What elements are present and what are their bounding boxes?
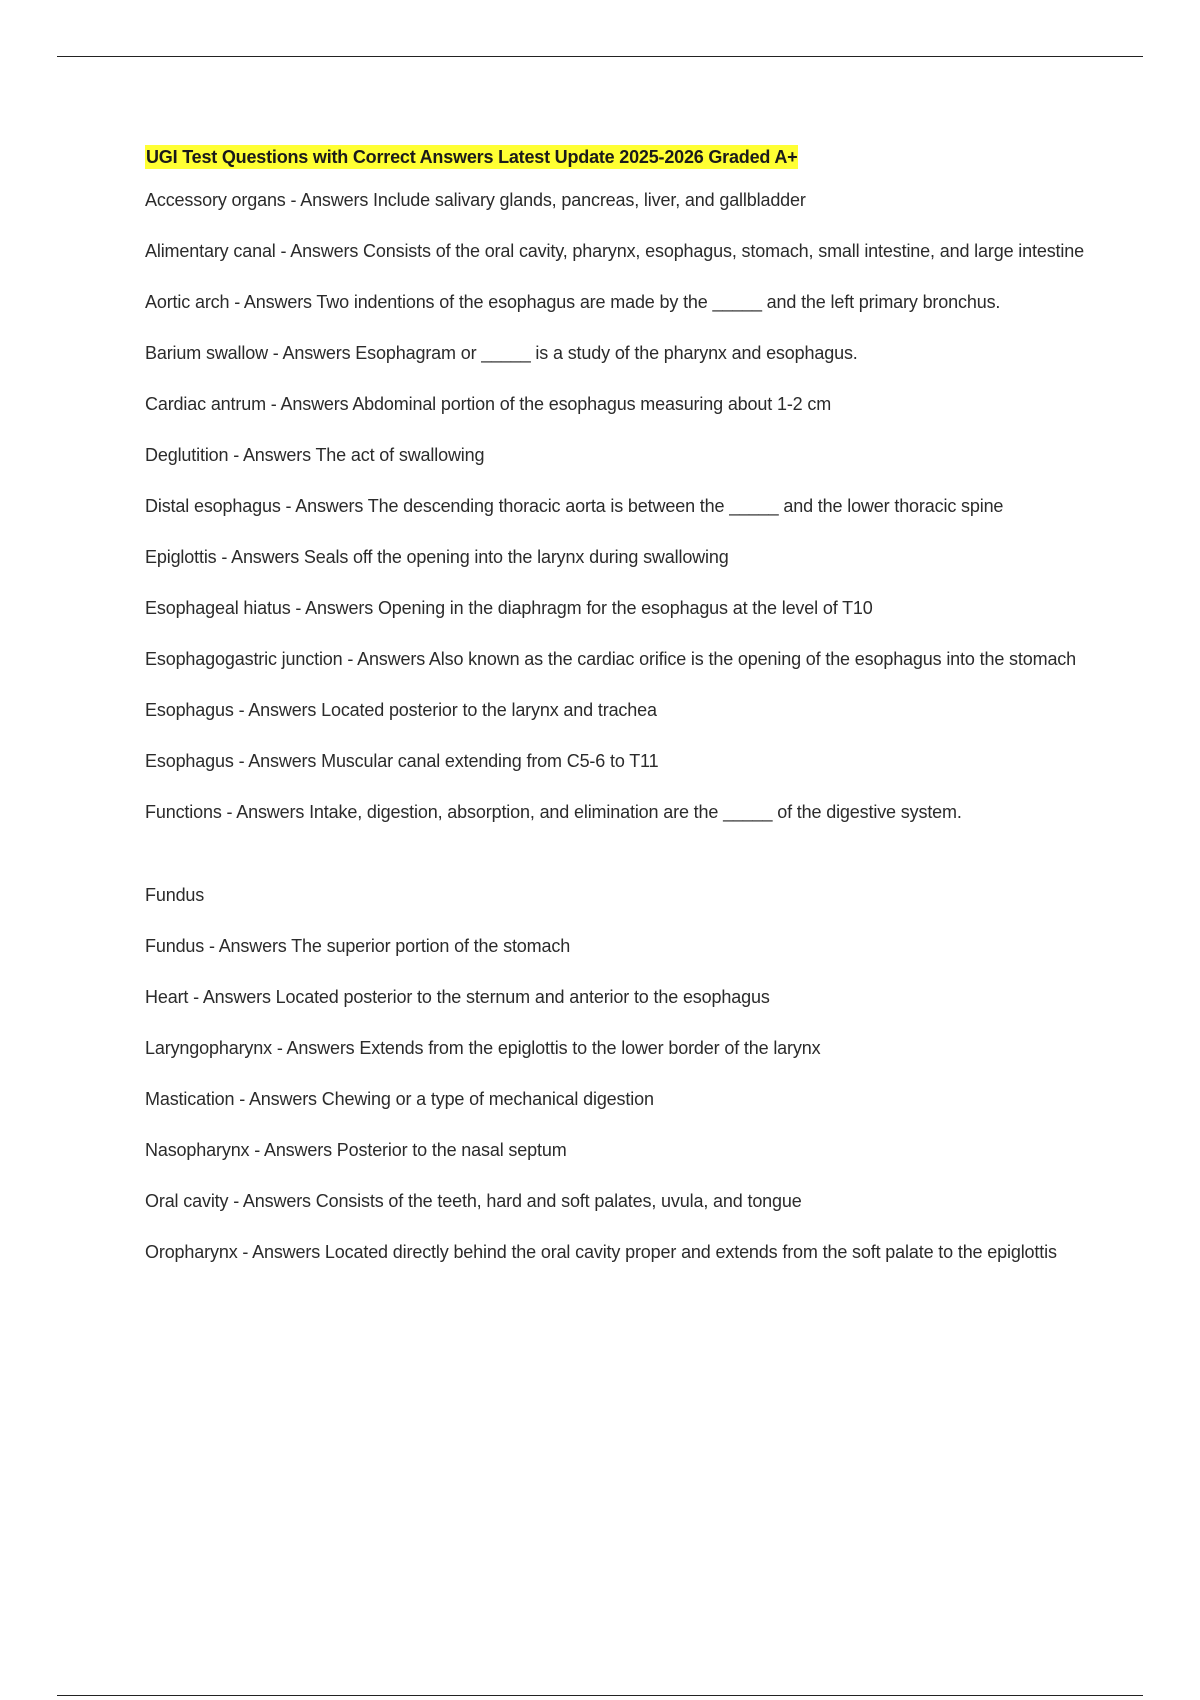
qa-entry: Oral cavity - Answers Consists of the teeth, hard and soft palates, uvula, and tongue: [145, 1191, 802, 1211]
qa-entry: Esophagus - Answers Muscular canal extending from C5-6 to T11: [145, 751, 659, 771]
footer-rule: [57, 1695, 1143, 1696]
qa-entry: Nasopharynx - Answers Posterior to the nasal septum: [145, 1140, 567, 1160]
header-rule: [57, 56, 1143, 57]
qa-entry: Accessory organs - Answers Include salivary glands, pancreas, liver, and gallbladder: [145, 190, 806, 210]
qa-entry: Alimentary canal - Answers Consists of the oral cavity, pharynx, esophagus, stomach, small intestine, and large intestine: [145, 241, 1084, 261]
qa-entry: Laryngopharynx - Answers Extends from the epiglottis to the lower border of the larynx: [145, 1038, 821, 1058]
qa-entry: Deglutition - Answers The act of swallowing: [145, 445, 485, 465]
qa-entry: Distal esophagus - Answers The descending thoracic aorta is between the _____ and the lower thoracic spine: [145, 496, 1004, 516]
qa-entry: Barium swallow - Answers Esophagram or _____ is a study of the pharynx and esophagus.: [145, 343, 858, 363]
qa-entry: Epiglottis - Answers Seals off the opening into the larynx during swallowing: [145, 547, 729, 567]
qa-entry: Functions - Answers Intake, digestion, absorption, and elimination are the _____ of the digestive system.: [145, 802, 962, 822]
document-title: UGI Test Questions with Correct Answers Latest Update 2025-2026 Graded A+: [146, 147, 798, 167]
qa-entry: Esophagus - Answers Located posterior to the larynx and trachea: [145, 700, 657, 720]
qa-entry: Esophageal hiatus - Answers Opening in the diaphragm for the esophagus at the level of T10: [145, 598, 873, 618]
qa-entry: Esophagogastric junction - Answers Also known as the cardiac orifice is the opening of the esophagus into the stomach: [145, 649, 1077, 669]
qa-entry: Heart - Answers Located posterior to the sternum and anterior to the esophagus: [145, 987, 770, 1007]
qa-entry: Mastication - Answers Chewing or a type of mechanical digestion: [145, 1089, 654, 1109]
qa-entry: Aortic arch - Answers Two indentions of the esophagus are made by the _____ and the left primary bronchus.: [145, 292, 1001, 312]
qa-entry: Fundus - Answers The superior portion of the stomach: [145, 936, 571, 956]
qa-entry: Fundus: [145, 885, 205, 905]
document-body: [145, 145, 1090, 1288]
qa-entry: Cardiac antrum - Answers Abdominal portion of the esophagus measuring about 1-2 cm: [145, 394, 832, 414]
qa-entry: Oropharynx - Answers Located directly behind the oral cavity proper and extends from the soft palate to the epiglottis: [145, 1242, 1057, 1262]
